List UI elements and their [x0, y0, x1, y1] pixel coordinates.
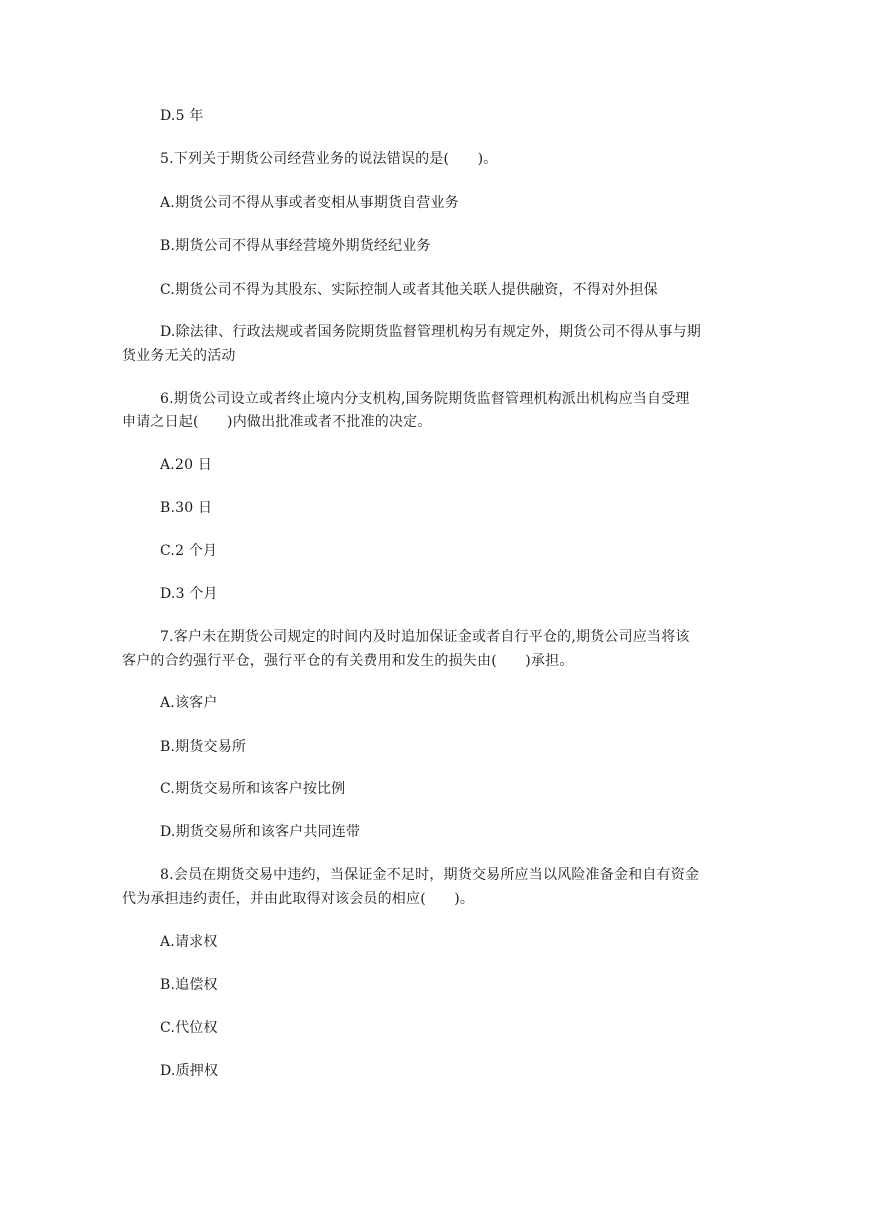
q8-option-b: B.追偿权: [160, 977, 218, 993]
q8-stem-line1: 8.会员在期货交易中违约，当保证金不足时，期货交易所应当以风险准备金和自有资金: [160, 867, 700, 883]
q8-option-a: A.请求权: [160, 934, 218, 950]
q5-option-b: B.期货公司不得从事经营境外期货经纪业务: [160, 238, 431, 254]
q7-option-a: A.该客户: [160, 695, 218, 711]
q7-option-d: D.期货交易所和该客户共同连带: [160, 824, 361, 840]
q7-stem-line2: 客户的合约强行平仓，强行平仓的有关费用和发生的损失由( )承担。: [122, 653, 574, 669]
q6-option-d: D.3 个月: [160, 586, 218, 602]
q7-option-b: B.期货交易所: [160, 739, 247, 755]
q6-option-b: B.30 日: [160, 500, 213, 516]
q7-stem-line1: 7.客户未在期货公司规定的时间内及时追加保证金或者自行平仓的,期货公司应当将该: [160, 629, 690, 645]
q5-option-c: C.期货公司不得为其股东、实际控制人或者其他关联人提供融资，不得对外担保: [160, 282, 658, 298]
q8-stem-line2: 代为承担违约责任，并由此取得对该会员的相应( )。: [122, 891, 475, 907]
q8-option-d: D.质押权: [160, 1063, 219, 1079]
q7-option-c: C.期货交易所和该客户按比例: [160, 781, 346, 797]
q5-option-a: A.期货公司不得从事或者变相从事期货自营业务: [160, 195, 459, 211]
q6-stem-line1: 6.期货公司设立或者终止境内分支机构,国务院期货监督管理机构派出机构应当自受理: [160, 391, 690, 407]
q4-option-d: D.5 年: [160, 108, 204, 124]
q6-option-a: A.20 日: [160, 457, 213, 473]
q5-stem: 5.下列关于期货公司经营业务的说法错误的是( )。: [160, 151, 498, 167]
q5-option-d-line2: 货业务无关的活动: [122, 348, 236, 364]
q5-option-d-line1: D.除法律、行政法规或者国务院期货监督管理机构另有规定外，期货公司不得从事与期: [160, 324, 701, 340]
q6-stem-line2: 申请之日起( )内做出批准或者不批准的决定。: [122, 414, 432, 430]
q8-option-c: C.代位权: [160, 1020, 218, 1036]
q6-option-c: C.2 个月: [160, 543, 218, 559]
